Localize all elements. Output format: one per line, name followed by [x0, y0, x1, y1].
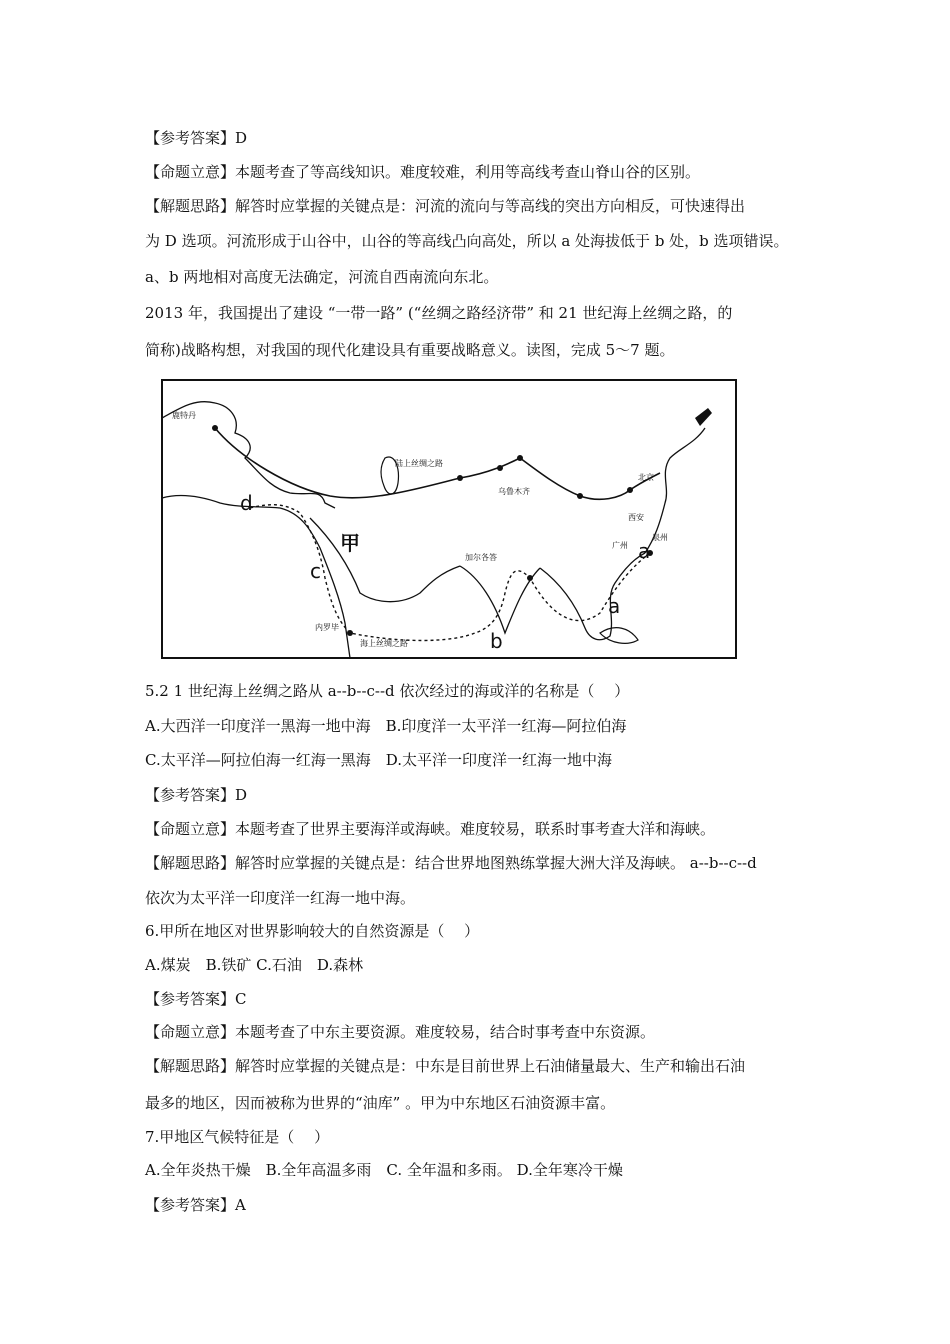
label-nairobi: 内罗毕: [315, 623, 339, 632]
line-9: A.大西洋一印度洋一黑海一地中海 B.印度洋一太平洋一红海—阿拉伯海: [145, 717, 627, 735]
label-beijing: 北京: [638, 473, 654, 482]
label-guangzhou: 广州: [612, 541, 628, 550]
line-16: A.煤炭 B.铁矿 C.石油 D.森林: [145, 956, 364, 974]
line-13: 【解题思路】解答时应掌握的关键点是：结合世界地图熟练掌握大洲大洋及海峡。 a--b--c--d: [145, 854, 757, 872]
city-dot: [517, 455, 523, 461]
label-xian: 西安: [628, 513, 644, 522]
label-kolkata: 加尔各答: [465, 553, 497, 562]
label-rotterdam: 鹿特丹: [172, 411, 196, 420]
line-15: 6.甲所在地区对世界影响较大的自然资源是（ ）: [145, 922, 480, 940]
line-8: 5.2 1 世纪海上丝绸之路从 a--b--c--d 依次经过的海或洋的名称是（ ）: [145, 682, 630, 700]
city-dot: [347, 630, 353, 636]
line-4: 为 D 选项。河流形成于山谷中，山谷的等高线凸向高处，所以 a 处海拔低于 b 处，b 选项错误。: [145, 232, 789, 250]
line-5: a、b 两地相对高度无法确定，河流自西南流向东北。: [145, 268, 499, 286]
line-6: 2013 年，我国提出了建设 “一带一路” (“丝绸之路经济带” 和 21 世纪海上丝绸之路，的: [145, 304, 733, 322]
city-dot: [457, 475, 463, 481]
line-3: 【解题思路】解答时应掌握的关键点是：河流的流向与等高线的突出方向相反，可快速得出: [145, 197, 746, 215]
label-b: b: [490, 629, 503, 653]
label-sea-route: 海上丝绸之路: [360, 639, 408, 648]
line-19: 【解题思路】解答时应掌握的关键点是：中东是目前世界上石油储量最大、生产和输出石油: [145, 1057, 746, 1075]
city-dot: [497, 465, 503, 471]
label-jia: 甲: [340, 531, 360, 555]
label-quanzhou: 泉州: [652, 533, 668, 542]
line-10: C.太平洋—阿拉伯海一红海一黑海 D.太平洋一印度洋一红海一地中海: [145, 751, 612, 769]
line-14: 依次为太平洋一印度洋一红海一地中海。: [145, 889, 416, 907]
label-c: c: [310, 559, 321, 583]
map-frame: [162, 380, 736, 658]
line-20: 最多的地区，因而被称为世界的“油库” 。甲为中东地区石油资源丰富。: [145, 1094, 616, 1112]
label-urumqi: 乌鲁木齐: [498, 487, 530, 496]
city-dot: [527, 575, 533, 581]
city-dot: [627, 487, 633, 493]
city-dot: [577, 493, 583, 499]
line-12: 【命题立意】本题考查了世界主要海洋或海峡。难度较易，联系时事考查大洋和海峡。: [145, 820, 716, 838]
line-21: 7.甲地区气候特征是（ ）: [145, 1128, 330, 1146]
line-11: 【参考答案】D: [145, 786, 248, 804]
line-17: 【参考答案】C: [145, 990, 247, 1008]
line-1: 【参考答案】D: [145, 129, 248, 147]
label-a: a: [638, 539, 651, 563]
line-7: 简称)战略构想，对我国的现代化建设具有重要战略意义。读图，完成 5～7 题。: [145, 341, 675, 359]
silk-road-map: [160, 378, 738, 660]
line-18: 【命题立意】本题考查了中东主要资源。难度较易，结合时事考查中东资源。: [145, 1023, 656, 1041]
line-23: 【参考答案】A: [145, 1196, 246, 1214]
line-2: 【命题立意】本题考查了等高线知识。难度较难，利用等高线考查山脊山谷的区别。: [145, 163, 701, 181]
label-land-route: 陆上丝绸之路: [395, 459, 443, 468]
line-22: A.全年炎热干燥 B.全年高温多雨 C. 全年温和多雨。 D.全年寒冷干燥: [145, 1161, 623, 1179]
label-d: d: [240, 491, 253, 515]
city-dot: [212, 425, 218, 431]
label-a2: a: [608, 594, 621, 618]
